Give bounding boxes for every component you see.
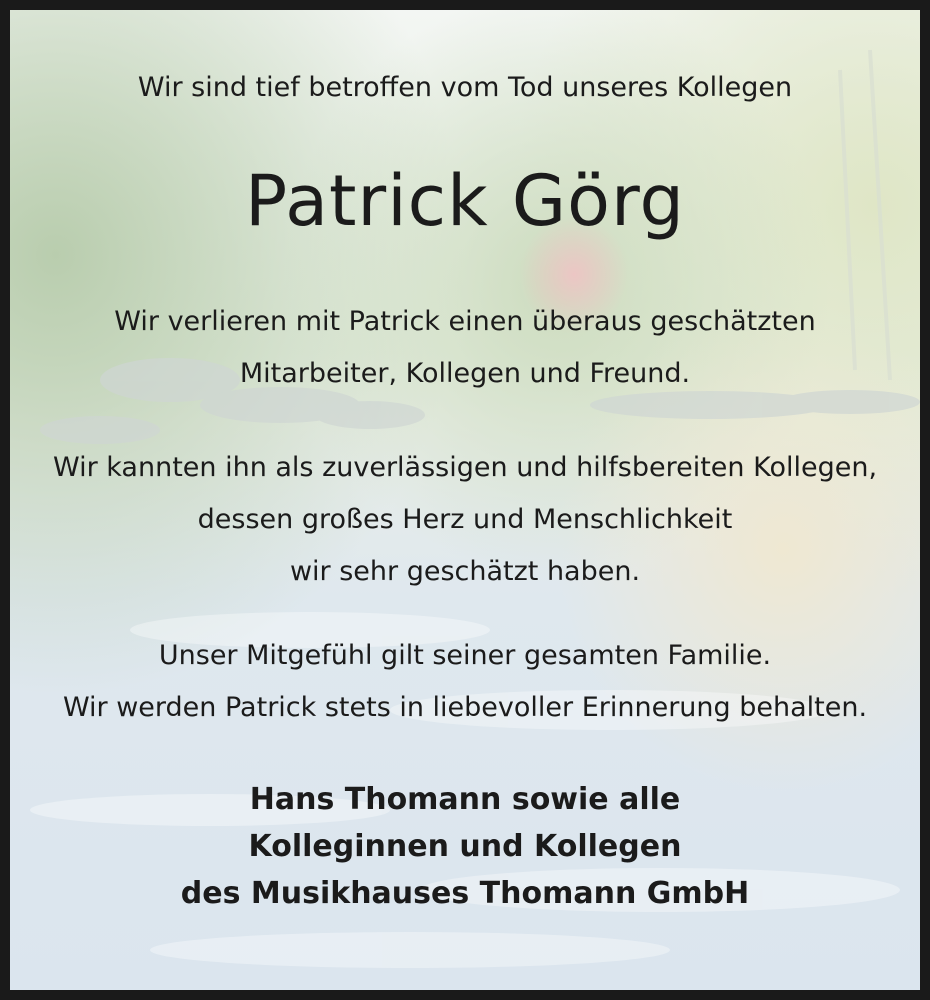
paragraph-line: dessen großes Herz und Menschlichkeit (197, 504, 733, 535)
paragraph-line: Wir kannten ihn als zuverlässigen und hilfsbereiten Kollegen, (52, 452, 878, 483)
signature-block (10, 776, 920, 917)
paragraph-line: Unser Mitgefühl gilt seiner gesamten Familie. (158, 640, 772, 671)
notice-text (10, 10, 920, 990)
paragraph-line: Wir werden Patrick stets in liebevoller Erinnerung behalten. (62, 692, 868, 723)
paragraph-tribute (10, 296, 920, 400)
paragraph-character (10, 442, 920, 598)
paragraph-condolence (10, 630, 920, 734)
signature-line: des Musikhauses Thomann GmbH (180, 876, 750, 911)
intro-line: Wir sind tief betroffen vom Tod unseres Kollegen (137, 72, 793, 103)
paragraph-line: wir sehr geschätzt haben. (289, 556, 641, 587)
signature-line: Hans Thomann sowie alle (249, 782, 681, 817)
paragraph-line: Mitarbeiter, Kollegen und Freund. (239, 358, 691, 389)
paragraph-line: Wir verlieren mit Patrick einen überaus geschätzten (114, 306, 816, 337)
signature-line: Kolleginnen und Kollegen (248, 829, 682, 864)
deceased-name: Patrick Görg (245, 160, 685, 242)
